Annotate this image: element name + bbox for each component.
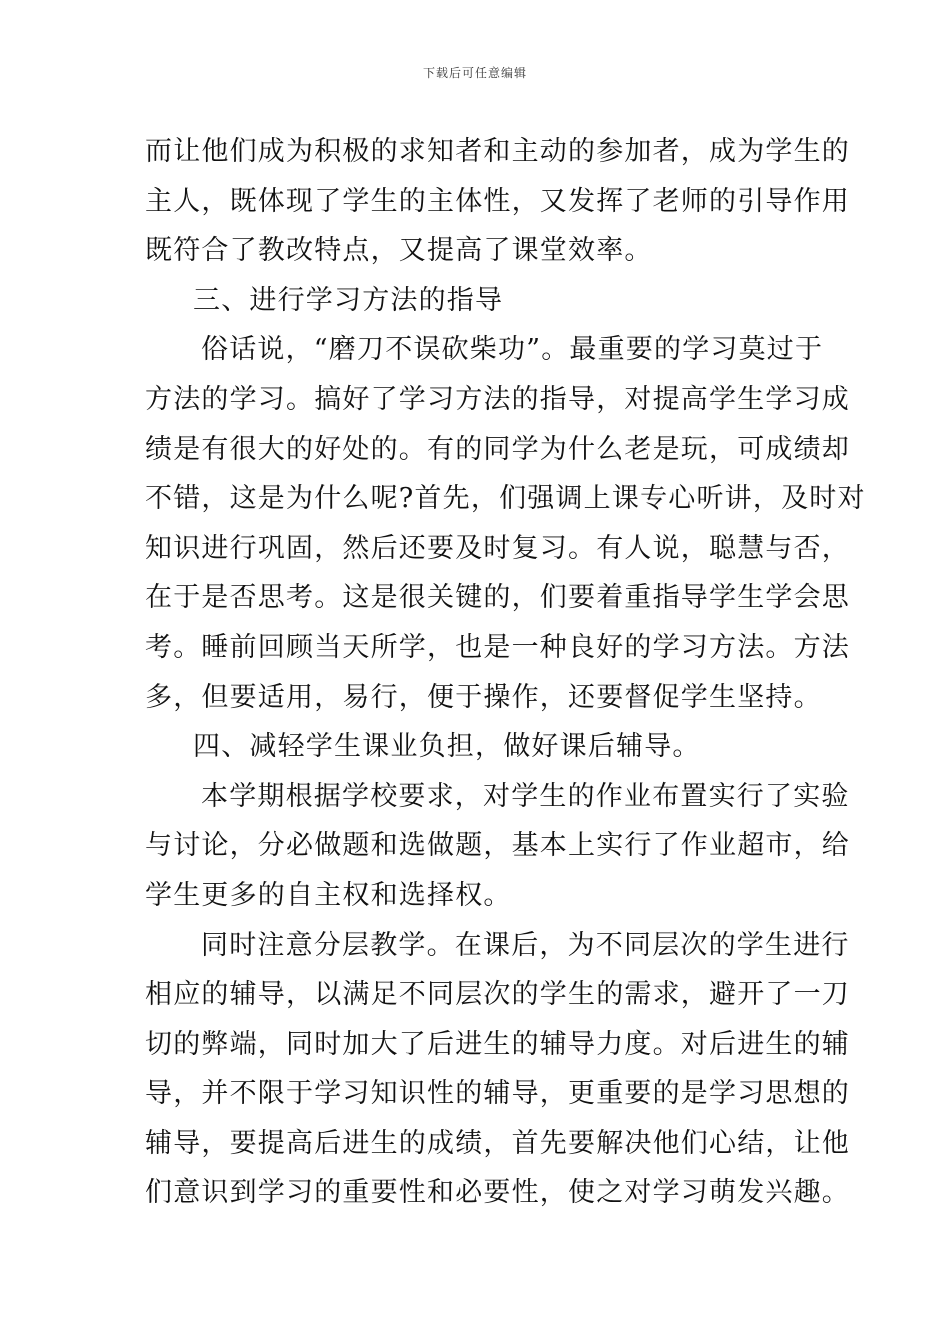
text-line: 多，但要适用，易行，便于操作，还要督促学生坚持。 bbox=[145, 681, 822, 713]
text-line: 主人，既体现了学生的主体性，又发挥了老师的引导作用 bbox=[145, 185, 850, 217]
page-header: 下载后可任意编辑 bbox=[422, 66, 527, 80]
text-line: 相应的辅导，以满足不同层次的学生的需求，避开了一刀 bbox=[145, 979, 850, 1011]
text-line: 不错，这是为什么呢?首先，们强调上课专心听讲，及时对 bbox=[145, 483, 866, 515]
text-line: 考。睡前回顾当天所学，也是一种良好的学习方法。方法 bbox=[145, 631, 850, 663]
text-line: 与讨论，分必做题和选做题，基本上实行了作业超市，给 bbox=[145, 830, 850, 862]
document-body bbox=[145, 127, 866, 1218]
section-heading: 四、减轻学生课业负担，做好课后辅导。 bbox=[193, 731, 701, 763]
text-line: 学生更多的自主权和选择权。 bbox=[145, 879, 512, 911]
text-line: 方法的学习。搞好了学习方法的指导，对提高学生学习成 bbox=[145, 383, 850, 415]
text-line: 们意识到学习的重要性和必要性，使之对学习萌发兴趣。 bbox=[145, 1177, 850, 1209]
text-line: 知识进行巩固，然后还要及时复习。有人说，聪慧与否， bbox=[145, 532, 850, 564]
text-line: 切的弊端，同时加大了后进生的辅导力度。对后进生的辅 bbox=[145, 1028, 850, 1060]
text-line: 本学期根据学校要求，对学生的作业布置实行了实验 bbox=[201, 780, 850, 812]
text-line: 既符合了教改特点，又提高了课堂效率。 bbox=[145, 235, 653, 267]
section-heading: 三、进行学习方法的指导 bbox=[193, 284, 504, 316]
text-line: 绩是有很大的好处的。有的同学为什么老是玩，可成绩却 bbox=[145, 433, 850, 465]
text-line: 而让他们成为积极的求知者和主动的参加者，成为学生的 bbox=[145, 136, 850, 167]
text-line: 辅导，要提高后进生的成绩，首先要解决他们心结，让他 bbox=[145, 1127, 850, 1159]
text-line: 同时注意分层教学。在课后，为不同层次的学生进行 bbox=[201, 929, 850, 961]
text-line: 导，并不限于学习知识性的辅导，更重要的是学习思想的 bbox=[145, 1078, 850, 1110]
text-line: 在于是否思考。这是很关键的，们要着重指导学生学会思 bbox=[145, 582, 850, 614]
text-line: 俗话说，“磨刀不误砍柴功”。最重要的学习莫过于 bbox=[201, 334, 824, 366]
